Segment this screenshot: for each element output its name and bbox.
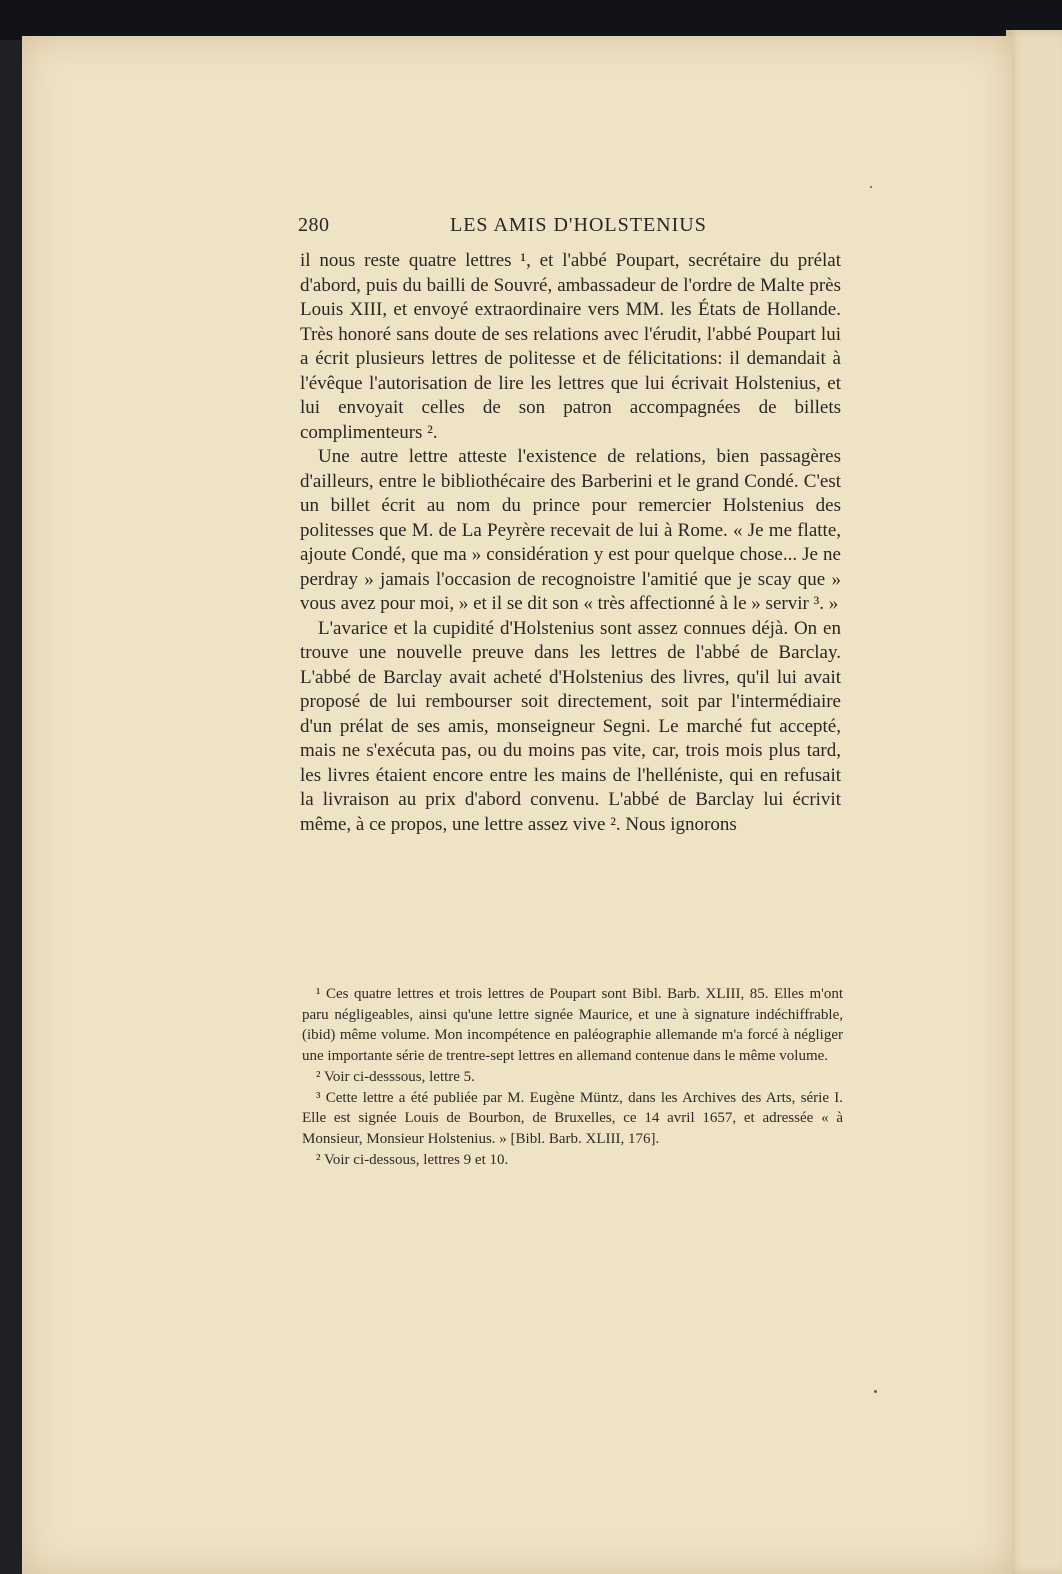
footnote: ² Voir ci-dessous, lettres 9 et 10. — [316, 1151, 509, 1168]
footnote: ¹ Ces quatre lettres et trois lettres de Poupart sont Bibl. Barb. XLIII, 85. Elles m'ont paru négligeables, ainsi qu'une lettre signée Maurice, et une à signature indéchiffrable, (ibid) même volume. Mon incompétence en paléographie allemande m'a forcé à négliger une importante série de trentre-sept lettres en allemand contenue dans le même volume. — [302, 986, 843, 1065]
running-title: LES AMIS D'HOLSTENIUS — [450, 214, 707, 236]
page-header — [298, 214, 842, 244]
paragraph: il nous reste quatre lettres ¹, et l'abbé Poupart, secrétaire du prélat d'abord, puis du bailli de Souvré, ambassadeur de l'ordre de Malte près Louis XIII, et envoyé extraordinaire vers MM. les États de Hollande. Très honoré sans doute de ses relations avec l'érudit, l'abbé Poupart lui a écrit plusieurs lettres de politesse et de félicitations: il demandait à l'évêque l'autorisation de lire les lettres que lui écrivait Holstenius, et lui envoyait celles de son patron accompagnées de billets complimenteurs ². — [300, 250, 841, 443]
paper-speck — [874, 1390, 877, 1393]
page-number: 280 — [298, 214, 330, 236]
paragraph: Une autre lettre atteste l'existence de relations, bien passagères d'ailleurs, entre le bibliothécaire des Barberini et le grand Condé. C'est un billet écrit au nom du prince pour remercier Holstenius des politesses que M. de La Peyrère recevait de lui à Rome. « Je me flatte, ajoute Condé, que ma » considération y est pour quelque chose... Je ne perdray » jamais l'occasion de recognoistre l'amitié que je scay que » vous avez pour moi, » et il se dit son « très affectionné à le » servir ³. » — [300, 446, 841, 614]
paragraph: L'avarice et la cupidité d'Holstenius sont assez connues déjà. On en trouve une nouvelle preuve dans les lettres de l'abbé de Barclay. L'abbé de Barclay avait acheté d'Holstenius des livres, qu'il lui avait proposé de lui rembourser soit directement, soit par l'intermédiaire d'un prélat de ses amis, monseigneur Segni. Le marché fut accepté, mais ne s'exécuta pas, ou du moins pas vite, car, trois mois plus tard, les livres étaient encore entre les mains de l'helléniste, qui en refusait la livraison au prix d'abord convenu. L'abbé de Barclay lui écrivit même, à ce propos, une lettre assez vive ². Nous ignorons — [300, 617, 841, 835]
footnote: ² Voir ci-desssous, lettre 5. — [316, 1068, 475, 1085]
main-text — [300, 249, 841, 837]
footnote: ³ Cette lettre a été publiée par M. Eugène Müntz, dans les Archives des Arts, série I. Elle est signée Louis de Bourbon, de Bruxelles, ce 14 avril 1657, et adressée « à Monsieur, Monsieur Holstenius. » [Bibl. Barb. XLIII, 176]. — [302, 1089, 843, 1147]
footnotes — [302, 984, 843, 1170]
paper-speck — [870, 186, 872, 188]
scan-top-edge — [0, 0, 1062, 40]
facing-page-edge — [1006, 30, 1062, 1574]
